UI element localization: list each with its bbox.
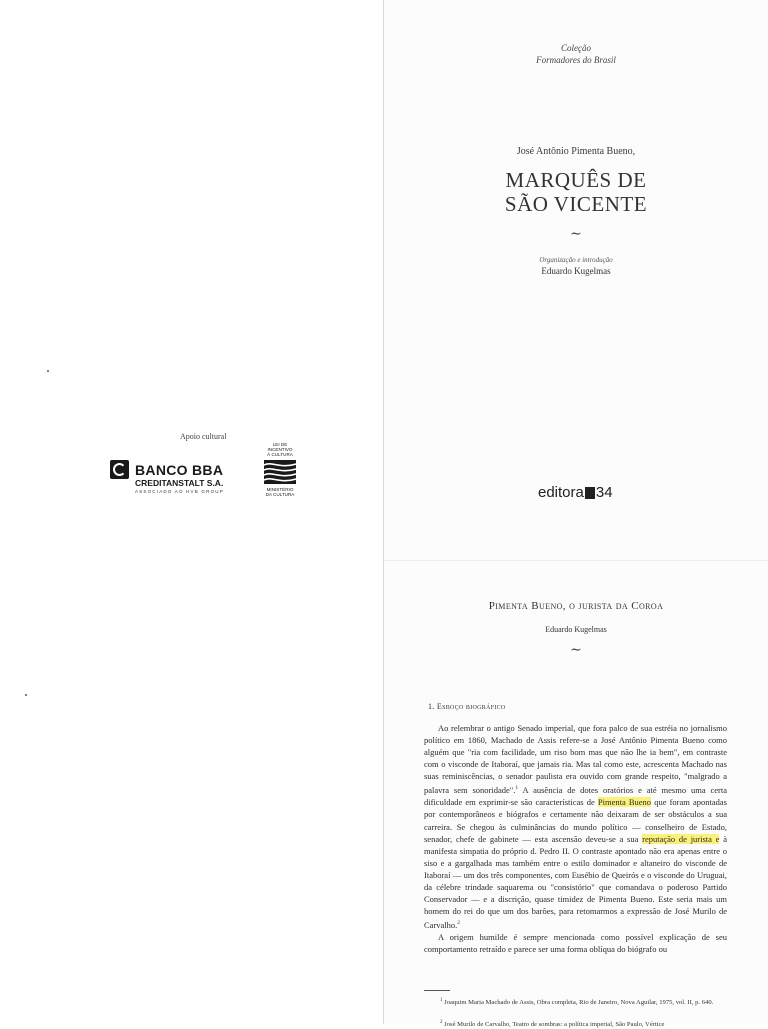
organizer-name: Eduardo Kugelmas bbox=[541, 266, 611, 276]
publisher-logo bbox=[538, 484, 613, 501]
book-title bbox=[384, 168, 768, 216]
essay-flourish-ornament: ∼ bbox=[570, 643, 582, 658]
banco-bba-logo bbox=[110, 460, 258, 494]
flag-emblem-icon bbox=[264, 460, 296, 484]
footnote-2-text: José Murilo de Carvalho, Teatro de sombras: a política imperial, São Paulo, Vértice bbox=[442, 1021, 665, 1029]
paragraph-1-text-d: à manifesta simpatia do próprio d. Pedro II. O contraste apontado não era apenas entre o siso e a gargalhada mas também entre o estilo dominador e altaneiro do visconde de Itaboraí — um dos três componentes, com Eusébio de Queirós e o visconde do Uruguai, da célebre trindade saquarema ou "consistório" que comandava o poderoso Partido Conservador — e a discrição, quase timidez de Pimenta Bueno. Este seria mais um homem do rei do que um dos barões, para retomarmos a expressão de José Murilo de Carvalho. bbox=[424, 833, 727, 931]
paragraph-1-text-b: A ausência de dotes oratórios e até mesmo uma certa dificuldade em exprimir-se são características de bbox=[424, 785, 727, 808]
highlight-pimenta-bueno: Pimenta Bueno bbox=[597, 797, 652, 808]
footnote-ref-2: 2 bbox=[457, 920, 461, 927]
footnote-1-number: 1 bbox=[440, 998, 443, 1003]
paragraph-2: A origem humilde é sempre mencionada como possível explicação de seu comportamento retraído e parece ser uma forma oblíqua do biógrafo ou bbox=[424, 932, 727, 955]
book-title-line-2: SÃO VICENTE bbox=[504, 192, 648, 216]
support-label: Apoio cultural bbox=[180, 432, 227, 441]
bank-subtitle: CREDITANSTALT S.A. bbox=[135, 478, 224, 488]
ministry-of-culture-logo bbox=[258, 442, 302, 497]
footnote-ref-1: 1 bbox=[515, 785, 519, 792]
highlight-reputacao-jurista: reputação de jurista e bbox=[642, 833, 720, 844]
footnote-rule bbox=[424, 990, 450, 991]
law-line-3: À CULTURA bbox=[267, 452, 293, 457]
bank-name: BANCO BBA bbox=[135, 461, 224, 478]
book-author: José Antônio Pimenta Bueno, bbox=[516, 146, 636, 157]
book-title-line-1: MARQUÊS DE bbox=[505, 168, 647, 192]
publisher-square-icon bbox=[585, 487, 595, 499]
flourish-ornament: ∼ bbox=[570, 227, 582, 242]
bank-tagline: ASSOCIADO AO HVB GROUP bbox=[135, 489, 224, 494]
bank-emblem-icon bbox=[110, 460, 129, 479]
publisher-name: editora bbox=[538, 484, 584, 501]
law-line-2: INCENTIVO bbox=[267, 447, 293, 452]
left-page bbox=[0, 0, 384, 1024]
footnote-2-number: 2 bbox=[440, 1020, 443, 1025]
section-heading: 1. Esboço biográfico bbox=[428, 702, 506, 711]
collection-label bbox=[384, 42, 768, 66]
scan-speck bbox=[25, 694, 27, 696]
collection-line-2: Formadores do Brasil bbox=[536, 55, 616, 65]
ministry-line-1: MINISTÉRIO bbox=[266, 487, 294, 492]
collection-line-1: Coleção bbox=[561, 43, 591, 53]
law-line-1: LEI DE bbox=[272, 442, 288, 447]
paragraph-1-text-a: Ao relembrar o antigo Senado imperial, que fora palco de sua estréia no jornalismo político em 1860, Machado de Assis refere-se a José Antônio Pimenta Bueno como alguém que "ria com facilidade, um riso bom mas que não lhe ia bem", em contraste com o visconde de Itaboraí, que jamais ria. Mas tal como este, acrescenta Machado nas suas reminiscências, o senador paulista era ouvido com grande respeito, "malgrado a palavra sem sonoridade". bbox=[424, 723, 727, 796]
essay-title: Pimenta Bueno, o jurista da Coroa bbox=[488, 600, 664, 612]
footnote-1-text: Joaquim Maria Machado de Assis, Obra completa, Rio de Janeiro, Nova Aguilar, 1975, vol. II, p. 640. bbox=[442, 999, 714, 1007]
organization-label: Organização e introdução bbox=[539, 256, 613, 264]
footnote-1 bbox=[424, 996, 727, 1007]
publisher-number: 34 bbox=[595, 484, 613, 501]
essay-body bbox=[424, 722, 727, 955]
essay-author: Eduardo Kugelmas bbox=[545, 625, 607, 634]
page-divider bbox=[384, 560, 768, 561]
paragraph-1 bbox=[424, 722, 727, 931]
paragraph-1-text-c: que foram apontadas por contemporâneos e biógrafos e certamente não deixaram de ser obstáculos a sua carreira. Se chegou às culminâncias do mundo político — conselheiro de Estado, senador, chefe de gabinete — esta ascensão deveu-se a sua bbox=[424, 797, 727, 844]
ministry-line-2: DA CULTURA bbox=[265, 492, 295, 497]
scan-speck bbox=[47, 370, 49, 372]
